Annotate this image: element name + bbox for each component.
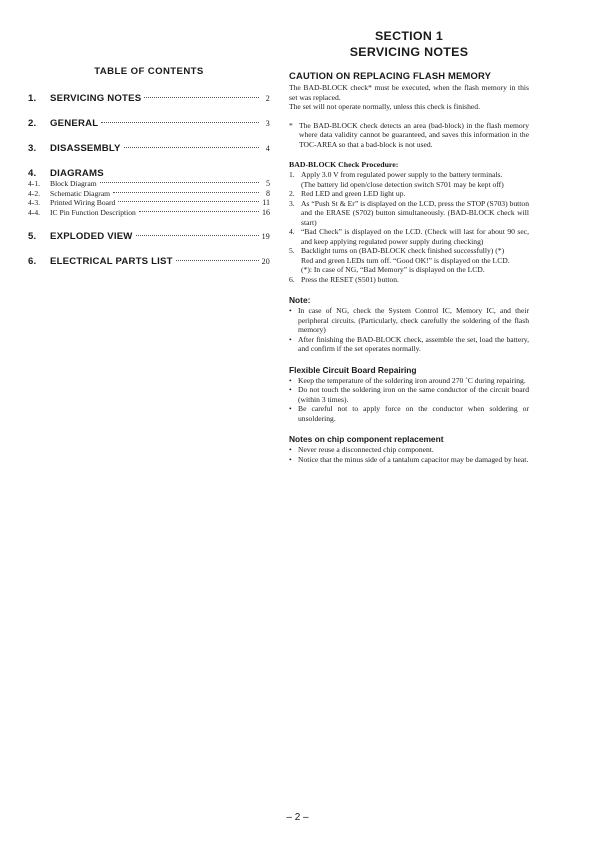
procedure-step: 2. Red LED and green LED light up. — [289, 189, 406, 198]
flexible-board-heading: Flexible Circuit Board Repairing — [289, 364, 417, 375]
bullet-icon: • — [289, 334, 292, 344]
procedure-step: 1. Apply 3.0 V from regulated power supply to the battery terminals. (The battery lid open/close detection switch S701 may be kept off) — [289, 170, 504, 189]
toc-subitem-printed-wiring-board[interactable]: 4-3. Printed Wiring Board 11 — [28, 198, 270, 207]
toc-subitem-ic-pin-function[interactable]: 4-4. IC Pin Function Description 16 — [28, 207, 270, 217]
caution-paragraph: The BAD-BLOCK check* must be executed, when the flash memory in this set was replaced. — [289, 83, 529, 102]
procedure-step: 5. Backlight turns on (BAD-BLOCK check finished successfully) (*) Red and green LEDs turn off. “Good OK!” is displayed on the LCD. — [289, 246, 510, 265]
section-number: SECTION 1 — [374, 29, 444, 43]
asterisk-mark: * — [289, 120, 293, 130]
bullet-icon: • — [289, 454, 292, 464]
procedure-step: 3. As “Push St & Er” is displayed on the LCD, press the STOP (S703) button and the ERASE (S702) button simultaneously. (BAD-BLOCK check will start) — [289, 198, 529, 227]
list-item: • Keep the temperature of the soldering iron around 270 ˚C during repairing. — [289, 375, 526, 385]
toc-leader — [144, 97, 259, 98]
toc-item-exploded-view[interactable]: 5. EXPLODED VIEW 19 — [28, 231, 270, 242]
list-item: • Notice that the minus side of a tantalum capacitor may be damaged by heat. — [289, 454, 529, 464]
list-item: • After finishing the BAD-BLOCK check, assemble the set, load the battery, and confirm if the set operates normally. — [289, 334, 529, 353]
toc-leader — [136, 235, 259, 236]
toc-item-diagrams[interactable]: 4. DIAGRAMS — [28, 168, 104, 179]
bullet-icon: • — [289, 445, 292, 454]
footnote-text: The BAD-BLOCK check detects an area (bad-block) in the flash memory where data validity cannot be guaranteed, and saves this information in the TOC-AREA so that a bad-block is not used. — [299, 120, 529, 149]
toc-item-servicing-notes[interactable]: 1. SERVICING NOTES 2 — [28, 93, 270, 104]
toc-subitem-block-diagram[interactable]: 4-1. Block Diagram 5 — [28, 179, 270, 188]
section-title: SERVICING NOTES — [349, 45, 469, 59]
note-list — [289, 306, 529, 354]
list-item: • Never reuse a disconnected chip component. — [289, 445, 434, 454]
procedure-steps — [289, 170, 529, 284]
toc-leader — [118, 201, 259, 202]
procedure-step-ng-note: (*): In case of NG, “Bad Memory” is displayed on the LCD. — [301, 265, 485, 274]
bullet-icon: • — [289, 375, 292, 385]
toc-leader — [113, 192, 259, 193]
list-item: • Do not touch the soldering iron on the same conductor of the circuit board (within 3 times). — [289, 385, 529, 404]
toc-leader — [176, 260, 259, 261]
caution-heading: CAUTION ON REPLACING FLASH MEMORY — [289, 70, 492, 81]
toc-leader — [101, 122, 259, 123]
list-item: • In case of NG, check the System Control IC, Memory IC, and their peripheral circuits. (Particularly, check carefully the soldering of the flash memory) — [289, 306, 529, 334]
toc-title: TABLE OF CONTENTS — [94, 66, 204, 77]
procedure-heading: BAD-BLOCK Check Procedure: — [289, 160, 399, 169]
table-of-contents — [28, 66, 270, 267]
page-number: – 2 – — [286, 812, 309, 823]
bullet-icon: • — [289, 404, 292, 413]
toc-leader — [124, 147, 259, 148]
servicing-notes-column — [289, 28, 529, 464]
toc-item-disassembly[interactable]: 3. DISASSEMBLY 4 — [28, 143, 270, 154]
toc-leader — [139, 211, 259, 212]
chip-component-heading: Notes on chip component replacement — [289, 434, 444, 444]
toc-leader — [100, 182, 259, 183]
list-item: • Be careful not to apply force on the conductor when soldering or unsoldering. — [289, 404, 529, 423]
note-heading: Note: — [289, 295, 311, 305]
bullet-icon: • — [289, 385, 292, 394]
bullet-icon: • — [289, 306, 292, 315]
toc-item-general[interactable]: 2. GENERAL 3 — [28, 118, 270, 129]
footnote-bad-block — [289, 121, 529, 150]
toc-item-electrical-parts-list[interactable]: 6. ELECTRICAL PARTS LIST 20 — [28, 256, 270, 267]
procedure-step: 6. Press the RESET (S501) button. — [289, 274, 399, 284]
toc-subitem-schematic-diagram[interactable]: 4-2. Schematic Diagram 8 — [28, 188, 270, 198]
flexible-board-list — [289, 376, 529, 424]
procedure-step: 4. “Bad Check” is displayed on the LCD. (Check will last for about 90 sec, and keep applying regulated power supply during checking) — [289, 227, 529, 246]
chip-component-list — [289, 445, 529, 464]
caution-paragraph: The set will not operate normally, unless this check is finished. — [289, 102, 480, 111]
